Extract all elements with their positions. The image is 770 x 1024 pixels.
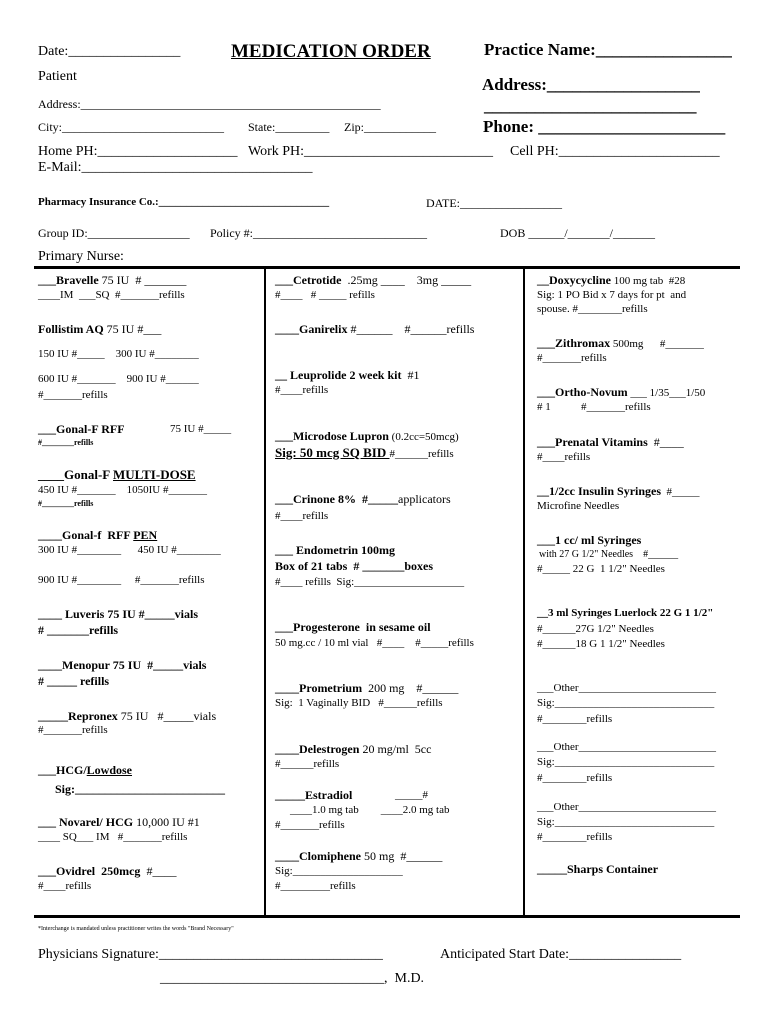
work-phone-field[interactable]: Work PH:___________________________ xyxy=(248,144,494,159)
insulin-syringes-needles[interactable]: Microfine Needles xyxy=(537,500,620,512)
gonal-f-multidose-dose[interactable]: 450 IU #_______ 1050IU #_______ xyxy=(38,484,207,496)
practice-address-line2[interactable]: _________________________ xyxy=(484,96,697,115)
luveris-refills[interactable]: # _______refills xyxy=(38,623,119,637)
page-title: MEDICATION ORDER xyxy=(231,41,431,62)
delestrogen-item[interactable]: ____Delestrogen 20 mg/ml 5cc xyxy=(275,742,432,756)
gonal-f-rff-dose[interactable]: 75 IU #_____ xyxy=(170,423,232,435)
novarel-item[interactable]: ___ Novarel/ HCG 10,000 IU #1 xyxy=(38,815,200,829)
clomiphene-refills[interactable]: #_________refills xyxy=(275,880,356,892)
gonal-f-pen-item[interactable]: ____Gonal-f RFF PEN xyxy=(38,528,158,542)
one-cc-syringes-22g[interactable]: #_____ 22 G 1 1/2" Needles xyxy=(537,563,665,575)
other-2-sig[interactable]: Sig:_____________________________ xyxy=(537,756,715,768)
progesterone-item[interactable]: ___Progesterone in sesame oil xyxy=(275,620,431,634)
dob-field[interactable]: DOB ______/_______/_______ xyxy=(500,226,656,240)
three-ml-27g[interactable]: #______27G 1/2" Needles xyxy=(537,623,654,635)
cetrotide-item[interactable]: ___Cetrotide .25mg ____ 3mg _____ xyxy=(275,273,472,287)
gonal-f-multidose-refills[interactable]: #________refills xyxy=(38,499,94,508)
follistim-dose-1[interactable]: 150 IU #_____ 300 IU #________ xyxy=(38,348,199,360)
other-3-sig[interactable]: Sig:_____________________________ xyxy=(537,816,715,828)
follistim-dose-2[interactable]: 600 IU #_______ 900 IU #______ xyxy=(38,373,199,385)
zithromax-item[interactable]: ___Zithromax 500mg #_______ xyxy=(537,336,704,350)
microdose-lupron-sig[interactable]: Sig: 50 mcg SQ BID #______refills xyxy=(275,445,454,460)
gonal-f-rff-item[interactable]: ___Gonal-F RFF xyxy=(38,422,125,436)
clomiphene-sig[interactable]: Sig:____________________ xyxy=(275,865,403,877)
prenatal-vitamins-refills[interactable]: #____refills xyxy=(537,451,591,463)
policy-field[interactable]: Policy #:_____________________________ xyxy=(210,226,428,240)
practice-phone-field[interactable]: Phone: ______________________ xyxy=(483,117,726,136)
crinone-item[interactable]: ___Crinone 8% #_____applicators xyxy=(275,492,451,506)
gonal-f-pen-dose-1[interactable]: 300 IU #________ 450 IU #________ xyxy=(38,544,221,556)
ganirelix-item[interactable]: ____Ganirelix #______ #______refills xyxy=(275,322,475,336)
other-2-item[interactable]: ___Other_________________________ xyxy=(537,741,717,753)
physician-signature-field[interactable]: Physicians Signature:________________________________ xyxy=(38,947,383,962)
bravelle-item[interactable]: ___Bravelle 75 IU # _______ xyxy=(38,273,187,287)
patient-zip-field[interactable]: Zip:____________ xyxy=(344,120,436,134)
patient-state-field[interactable]: State:_________ xyxy=(248,120,330,134)
ovidrel-item[interactable]: ___Ovidrel 250mcg #____ xyxy=(38,864,177,878)
delestrogen-refills[interactable]: #______refills xyxy=(275,758,340,770)
start-date-field[interactable]: Anticipated Start Date:________________ xyxy=(440,947,682,962)
endometrin-item[interactable]: ___ Endometrin 100mg xyxy=(275,543,395,557)
email-field[interactable]: E-Mail:_________________________________ xyxy=(38,160,313,175)
practice-address-field[interactable]: Address:__________________ xyxy=(482,75,700,94)
prometrium-item[interactable]: ____Prometrium 200 mg #______ xyxy=(275,681,459,695)
doxycycline-sig[interactable]: Sig: 1 PO Bid x 7 days for pt and xyxy=(537,289,687,301)
md-signature-line[interactable]: ________________________________, M.D. xyxy=(160,971,425,986)
other-1-item[interactable]: ___Other_________________________ xyxy=(537,682,717,694)
home-phone-field[interactable]: Home PH:____________________ xyxy=(38,144,238,159)
bravelle-refills[interactable]: ____IM ___SQ #_______refills xyxy=(38,289,185,301)
ovidrel-refills[interactable]: #____refills xyxy=(38,880,92,892)
follistim-item[interactable]: Follistim AQ 75 IU #___ xyxy=(38,322,162,336)
endometrin-sig[interactable]: #____ refills Sig:____________________ xyxy=(275,576,465,588)
endometrin-box[interactable]: Box of 21 tabs # _______boxes xyxy=(275,559,434,573)
other-3-refills[interactable]: #________refills xyxy=(537,831,613,843)
date-field[interactable]: Date:________________ xyxy=(38,44,181,59)
repronex-refills[interactable]: #_______refills xyxy=(38,724,108,736)
gonal-f-multidose-item[interactable]: ____Gonal-F MULTI-DOSE xyxy=(38,467,196,482)
luveris-item[interactable]: ____ Luveris 75 IU #_____vials xyxy=(38,607,199,621)
sharps-container-item[interactable]: _____Sharps Container xyxy=(537,862,659,876)
repronex-item[interactable]: _____Repronex 75 IU #_____vials xyxy=(38,709,217,723)
hcg-sig[interactable]: Sig:_________________________ xyxy=(55,782,226,796)
cell-phone-field[interactable]: Cell PH:_______________________ xyxy=(510,144,720,159)
primary-nurse-field[interactable]: Primary Nurse: xyxy=(38,249,124,264)
insurance-field[interactable]: Pharmacy Insurance Co.:_______________________________ xyxy=(38,196,330,208)
column-divider-1 xyxy=(264,268,266,916)
estradiol-qty[interactable]: _____# xyxy=(395,789,428,801)
one-cc-syringes-item[interactable]: ___1 cc/ ml Syringes xyxy=(537,533,642,547)
patient-address-field[interactable]: Address:__________________________________________________ xyxy=(38,97,381,111)
gonal-f-pen-dose-2[interactable]: 900 IU #________ #_______refills xyxy=(38,574,205,586)
prometrium-sig[interactable]: Sig: 1 Vaginally BID #______refills xyxy=(275,697,443,709)
clomiphene-item[interactable]: ____Clomiphene 50 mg #______ xyxy=(275,849,443,863)
other-1-refills[interactable]: #________refills xyxy=(537,713,613,725)
menopur-item[interactable]: ____Menopur 75 IU #_____vials xyxy=(38,658,207,672)
other-3-item[interactable]: ___Other_________________________ xyxy=(537,801,717,813)
three-ml-syringes-item[interactable]: __3 ml Syringes Luerlock 22 G 1 1/2" xyxy=(537,607,714,619)
prenatal-vitamins-item[interactable]: ___Prenatal Vitamins #____ xyxy=(537,435,684,449)
crinone-refills[interactable]: #____refills xyxy=(275,510,329,522)
microdose-lupron-item[interactable]: ___Microdose Lupron (0.2cc=50mcg) xyxy=(275,429,459,443)
estradiol-refills[interactable]: #_______refills xyxy=(275,819,345,831)
leuprolide-refills[interactable]: #____refills xyxy=(275,384,329,396)
column-divider-2 xyxy=(523,268,525,916)
estradiol-item[interactable]: _____Estradiol xyxy=(275,788,353,802)
top-divider xyxy=(34,266,740,269)
hcg-item[interactable]: ___HCG/Lowdose xyxy=(38,763,133,777)
group-id-field[interactable]: Group ID:_________________ xyxy=(38,226,190,240)
doxycycline-item[interactable]: __Doxycycline 100 mg tab #28 xyxy=(537,273,686,287)
menopur-refills[interactable]: # _____ refills xyxy=(38,674,110,688)
one-cc-syringes-needles[interactable]: with 27 G 1/2" Needles #______ xyxy=(539,549,679,560)
novarel-refills[interactable]: ____ SQ___ IM #_______refills xyxy=(38,831,188,843)
follistim-refills[interactable]: #_______refills xyxy=(38,389,108,401)
insulin-syringes-item[interactable]: __1/2cc Insulin Syringes #_____ xyxy=(537,484,700,498)
ortho-novum-refills[interactable]: # 1 #_______refills xyxy=(537,401,651,413)
interchange-note: *Interchange is mandated unless practitioner writes the words "Brand Necessary" xyxy=(38,926,234,932)
cetrotide-refills[interactable]: #____ # _____ refills xyxy=(275,289,375,301)
insurance-date-field[interactable]: DATE:_________________ xyxy=(426,196,562,210)
gonal-f-rff-refills[interactable]: #________refills xyxy=(38,438,94,447)
zithromax-refills[interactable]: #_______refills xyxy=(537,352,607,364)
patient-city-field[interactable]: City:___________________________ xyxy=(38,120,225,134)
other-2-refills[interactable]: #________refills xyxy=(537,772,613,784)
patient-label: Patient xyxy=(38,69,77,84)
bottom-divider xyxy=(34,915,740,918)
doxycycline-refills[interactable]: spouse. #________refills xyxy=(537,303,648,315)
progesterone-dose[interactable]: 50 mg.cc / 10 ml vial #____ #_____refills xyxy=(275,637,474,649)
three-ml-18g[interactable]: #______18 G 1 1/2" Needles xyxy=(537,638,665,650)
practice-name-field[interactable]: Practice Name:________________ xyxy=(484,40,732,59)
other-1-sig[interactable]: Sig:_____________________________ xyxy=(537,697,715,709)
leuprolide-item[interactable]: __ Leuprolide 2 week kit #1 xyxy=(275,368,420,382)
ortho-novum-item[interactable]: ___Ortho-Novum ___ 1/35___1/50 xyxy=(537,385,706,399)
estradiol-dose[interactable]: ____1.0 mg tab ____2.0 mg tab xyxy=(290,804,450,816)
